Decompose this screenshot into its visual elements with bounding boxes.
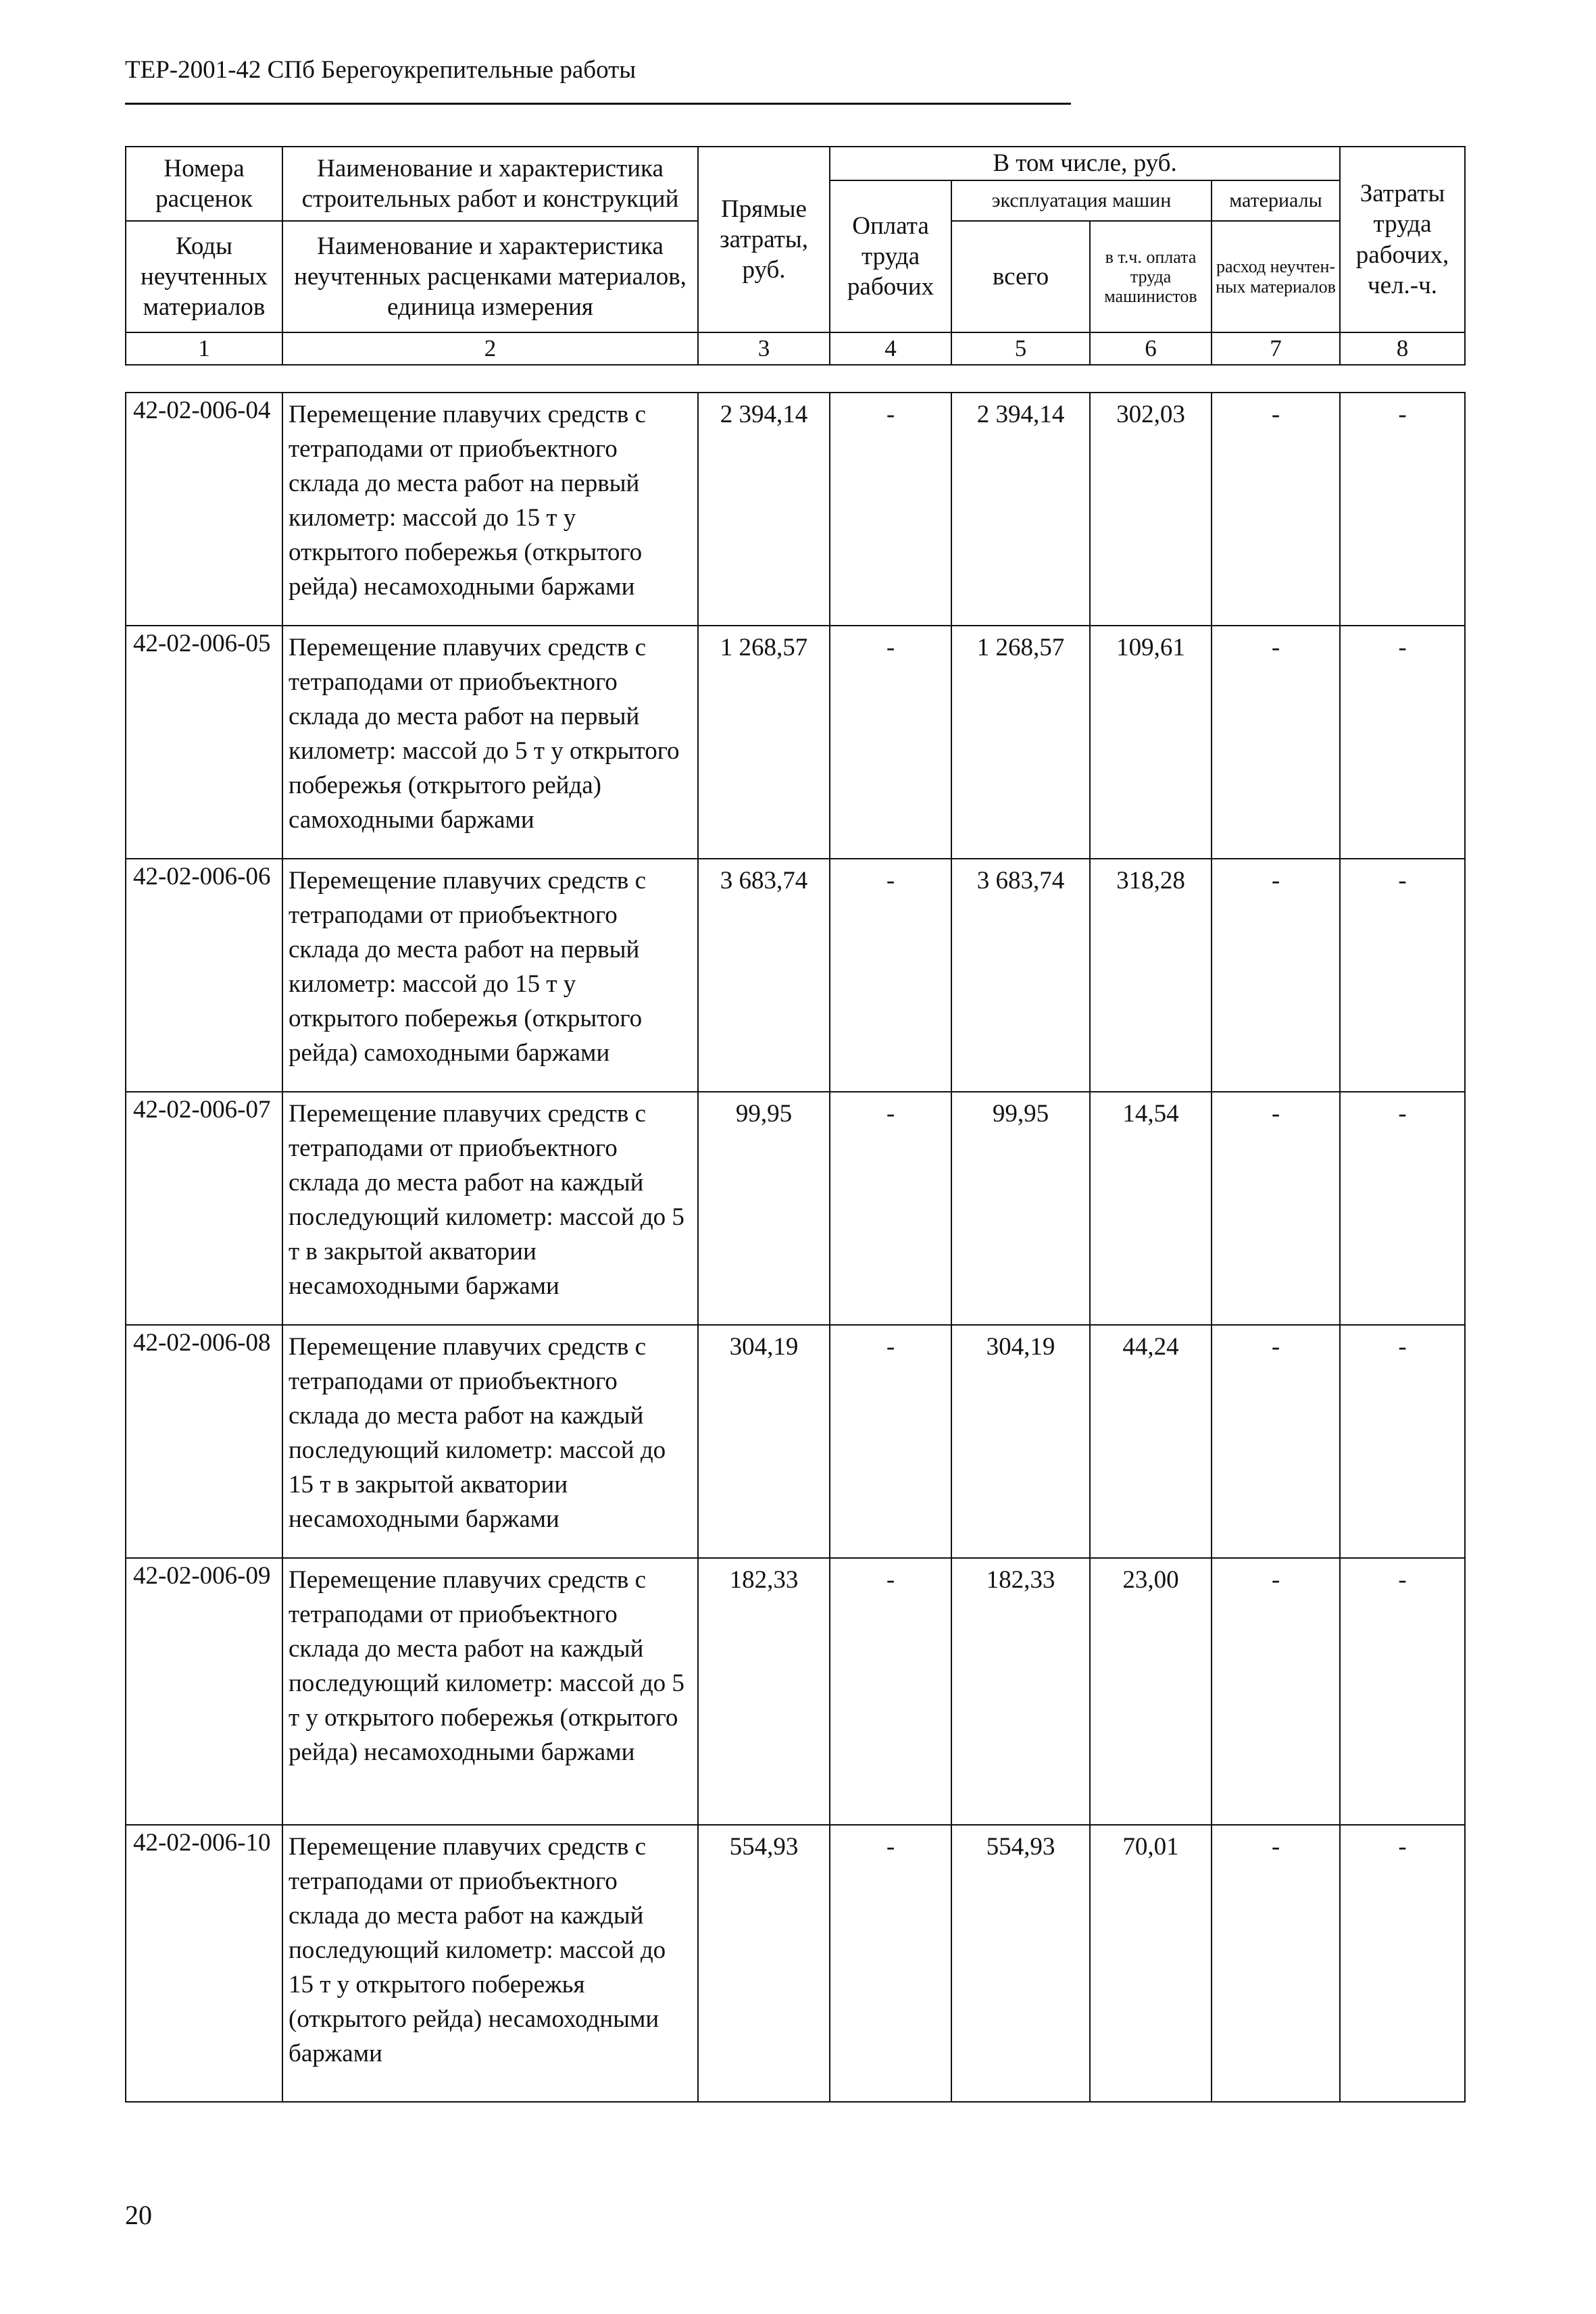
labor-hours: -: [1340, 626, 1465, 859]
material-usage: -: [1212, 626, 1340, 859]
operator-pay: 302,03: [1090, 393, 1212, 626]
col-number: 7: [1212, 332, 1340, 365]
table-row: [126, 1092, 1465, 1325]
machines-total: 304,19: [951, 1325, 1090, 1558]
operator-pay: 70,01: [1090, 1825, 1212, 2102]
table-row: [126, 1558, 1465, 1825]
machines-total: 182,33: [951, 1558, 1090, 1825]
rate-description: Перемещение плавучих средств с тетраподами от приобъектного склада до места работ на каждый последующий километр: массой до 5 т в закрытой акватории несамоходными баржами: [282, 1092, 698, 1325]
direct-cost: 554,93: [698, 1825, 830, 2102]
direct-cost: 99,95: [698, 1092, 830, 1325]
table-header: [125, 146, 1466, 366]
rate-description: Перемещение плавучих средств с тетраподами от приобъектного склада до места работ на каждый последующий километр: массой до 5 т у открытого побережья (открытого рейда) несамоходными баржами: [282, 1558, 698, 1825]
col-number: 3: [698, 332, 830, 365]
rate-code: 42-02-006-07: [126, 1092, 282, 1325]
col-number: 6: [1090, 332, 1212, 365]
header-machine-operation: эксплуатация машин: [951, 180, 1212, 221]
header-labor-hours: Затраты труда рабочих, чел.-ч.: [1340, 147, 1465, 332]
labor-hours: -: [1340, 393, 1465, 626]
rate-description: Перемещение плавучих средств с тетраподами от приобъектного склада до места работ на первый километр: массой до 15 т у открытого побережья (открытого рейда) несамоходными баржами: [282, 393, 698, 626]
rate-code: 42-02-006-10: [126, 1825, 282, 2102]
labor-hours: -: [1340, 1825, 1465, 2102]
rate-description: Перемещение плавучих средств с тетраподами от приобъектного склада до места работ на каждый последующий километр: массой до 15 т у открытого побережья (открытого рейда) несамоходными баржами: [282, 1825, 698, 2102]
header-material-names: Наименование и характеристика неучтенных расценками материалов, единица измерения: [282, 221, 698, 332]
header-material-codes: Коды неучтенных материалов: [126, 221, 282, 332]
header-incl-group: В том числе, руб.: [830, 147, 1340, 180]
header-machines-total: всего: [951, 221, 1090, 332]
rate-description: Перемещение плавучих средств с тетраподами от приобъектного склада до места работ на первый километр: массой до 5 т у открытого побережья (открытого рейда) самоходными баржами: [282, 626, 698, 859]
table-row: [126, 859, 1465, 1092]
page-number: 20: [125, 2200, 152, 2230]
table-row: [126, 393, 1465, 626]
labor-hours: -: [1340, 1558, 1465, 1825]
direct-cost: 2 394,14: [698, 393, 830, 626]
worker-pay: -: [830, 626, 951, 859]
table-row: [126, 1325, 1465, 1558]
worker-pay: -: [830, 859, 951, 1092]
material-usage: -: [1212, 1825, 1340, 2102]
header-worker-pay: Оплата труда рабочих: [830, 180, 951, 332]
operator-pay: 318,28: [1090, 859, 1212, 1092]
rate-description: Перемещение плавучих средств с тетраподами от приобъектного склада до места работ на первый километр: массой до 15 т у открытого побережья (открытого рейда) самоходными баржами: [282, 859, 698, 1092]
machines-total: 1 268,57: [951, 626, 1090, 859]
operator-pay: 23,00: [1090, 1558, 1212, 1825]
material-usage: -: [1212, 1558, 1340, 1825]
rate-description: Перемещение плавучих средств с тетраподами от приобъектного склада до места работ на каждый последующий километр: массой до 15 т в закрытой акватории несамоходными баржами: [282, 1325, 698, 1558]
operator-pay: 109,61: [1090, 626, 1212, 859]
col-number: 2: [282, 332, 698, 365]
worker-pay: -: [830, 1825, 951, 2102]
col-number: 1: [126, 332, 282, 365]
rate-code: 42-02-006-04: [126, 393, 282, 626]
header-work-name: Наименование и характеристика строительных работ и конструкций: [282, 147, 698, 221]
labor-hours: -: [1340, 1092, 1465, 1325]
header-operator-pay: в т.ч. оплата труда машинистов: [1090, 221, 1212, 332]
col-number: 8: [1340, 332, 1465, 365]
direct-cost: 1 268,57: [698, 626, 830, 859]
rates-table: [125, 392, 1466, 2103]
material-usage: -: [1212, 1325, 1340, 1558]
rate-code: 42-02-006-05: [126, 626, 282, 859]
header-direct-costs: Прямые затраты, руб.: [698, 147, 830, 332]
table-row: [126, 1825, 1465, 2102]
machines-total: 3 683,74: [951, 859, 1090, 1092]
worker-pay: -: [830, 1092, 951, 1325]
machines-total: 2 394,14: [951, 393, 1090, 626]
rate-code: 42-02-006-06: [126, 859, 282, 1092]
col-number: 4: [830, 332, 951, 365]
material-usage: -: [1212, 859, 1340, 1092]
direct-cost: 3 683,74: [698, 859, 830, 1092]
rate-code: 42-02-006-08: [126, 1325, 282, 1558]
col-number: 5: [951, 332, 1090, 365]
labor-hours: -: [1340, 859, 1465, 1092]
machines-total: 554,93: [951, 1825, 1090, 2102]
material-usage: -: [1212, 393, 1340, 626]
header-materials: материалы: [1212, 180, 1340, 221]
header-divider: [125, 103, 1071, 105]
machines-total: 99,95: [951, 1092, 1090, 1325]
header-material-usage: расход неучтен-ных материалов: [1212, 221, 1340, 332]
worker-pay: -: [830, 1558, 951, 1825]
header-rate-numbers: Номера расценок: [126, 147, 282, 221]
direct-cost: 304,19: [698, 1325, 830, 1558]
direct-cost: 182,33: [698, 1558, 830, 1825]
page-title: ТЕР-2001-42 СПб Берегоукрепительные работы: [125, 56, 637, 84]
rate-code: 42-02-006-09: [126, 1558, 282, 1825]
worker-pay: -: [830, 393, 951, 626]
operator-pay: 44,24: [1090, 1325, 1212, 1558]
operator-pay: 14,54: [1090, 1092, 1212, 1325]
worker-pay: -: [830, 1325, 951, 1558]
labor-hours: -: [1340, 1325, 1465, 1558]
material-usage: -: [1212, 1092, 1340, 1325]
table-row: [126, 626, 1465, 859]
